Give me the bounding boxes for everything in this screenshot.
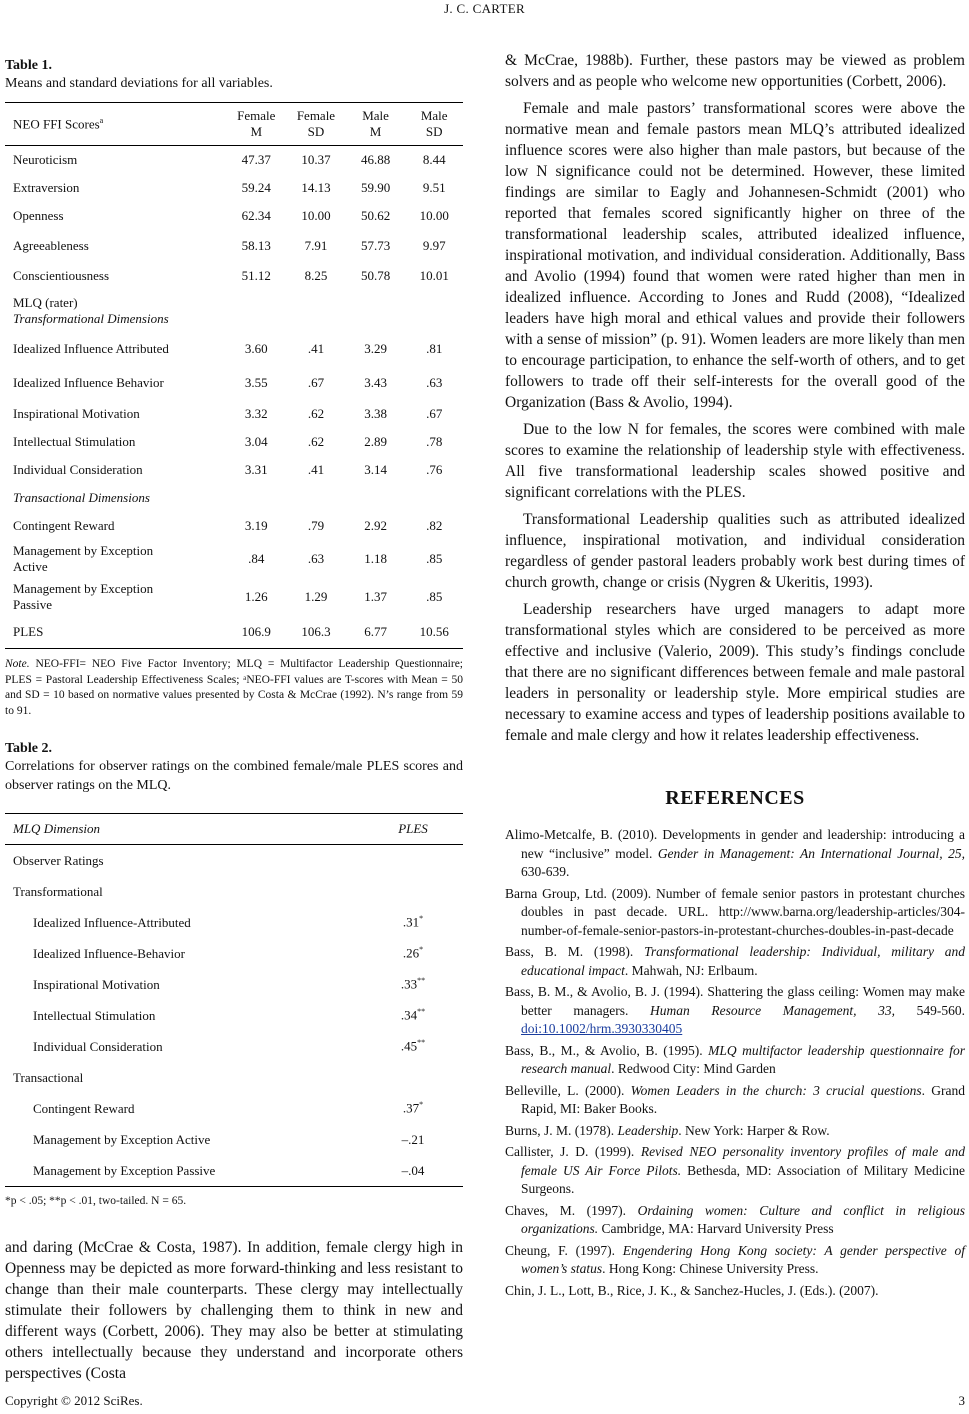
table1-value-cell: 8.25	[304, 268, 328, 283]
reference-title: Ordaining women: Culture and conflict in religious organizations.	[521, 1202, 965, 1236]
table1-row-label-line: Management by Exception	[13, 581, 154, 596]
right-body-paragraph: Due to the low N for females, the scores were combined with male scores to examine the relationship of leadership style with effectiveness. All five transformational leadership scales showed positive and significant correlations with the PLES.	[505, 421, 965, 501]
table2-title: Table 2.	[5, 741, 52, 756]
table2-value-cell	[363, 845, 463, 877]
reference-text: Callister, J. D. (1999).	[505, 1144, 641, 1159]
table1-value-cell: 6.77	[346, 616, 406, 649]
table1-row-label: Contingent Reward	[13, 518, 115, 533]
table1-row	[5, 540, 463, 578]
table1-caption: Means and standard deviations for all variables.	[5, 76, 273, 91]
table2-value: –.21	[401, 1131, 425, 1147]
table2-header-dimension	[5, 814, 363, 845]
table1-value-cell: 3.55	[244, 375, 268, 390]
table2-header-row	[5, 814, 463, 845]
table1-header-line: M	[250, 124, 263, 139]
table1-value-cell	[346, 484, 406, 512]
table1-value-cell: 106.9	[226, 616, 286, 649]
table2-header-ples	[363, 814, 463, 845]
reference-entry	[505, 1202, 965, 1239]
reference-text: . Redwood City: Mind Garden	[611, 1061, 776, 1076]
table1-title: Table 1.	[5, 58, 52, 73]
table2-row-label: Intellectual Stimulation	[33, 1007, 156, 1023]
footer-page-number: 3	[958, 1393, 965, 1408]
table1-value-cell: .81	[426, 341, 443, 356]
table1-row-label: Openness	[13, 208, 64, 223]
table2-row	[5, 969, 463, 1000]
table2-value: .37	[402, 1100, 420, 1116]
table1-row	[5, 366, 463, 400]
table1-row-label: Intellectual Stimulation	[13, 434, 136, 449]
table1-value-cell: 3.32	[244, 406, 268, 421]
reference-entry	[505, 826, 965, 882]
table1-header-cell	[286, 103, 346, 146]
table1-value-cell	[286, 290, 346, 332]
table2-value: .45	[400, 1038, 418, 1054]
table1-value-cell: 50.78	[360, 268, 391, 283]
table1-row-label: Inspirational Motivation	[13, 406, 140, 421]
table1-row	[5, 578, 463, 616]
table1-row	[5, 512, 463, 540]
table1-header-cell	[346, 103, 406, 146]
table1-value-cell: 47.37	[241, 152, 271, 167]
right-body-text	[505, 50, 965, 746]
table2-value-cell	[363, 1155, 463, 1187]
table2-row-label: Management by Exception Active	[33, 1131, 211, 1147]
table1-value-cell: 9.97	[422, 238, 446, 253]
table1-value-cell	[405, 290, 463, 332]
references-list	[505, 826, 965, 1300]
table1-value-cell: 3.19	[244, 518, 268, 533]
reference-text: Burns, J. M. (1978).	[505, 1122, 618, 1138]
significance-marker: **	[417, 976, 426, 986]
table1-value-cell: .41	[307, 341, 325, 356]
table1-note-label: Note.	[5, 658, 30, 670]
reference-entry	[505, 1282, 965, 1301]
significance-marker: **	[417, 1007, 426, 1017]
table2-value: –.04	[401, 1162, 425, 1178]
table1-header-cell	[226, 103, 286, 146]
table2-value: .33	[400, 976, 418, 992]
table2-row	[5, 938, 463, 969]
table2-row	[5, 907, 463, 938]
table1-note	[5, 657, 463, 719]
table2-value-cell	[363, 1093, 463, 1124]
table2-row	[5, 1031, 463, 1062]
table1-section-label: Transactional Dimensions	[13, 490, 150, 505]
table1-row-label	[5, 540, 226, 578]
table1-header-line: Male	[420, 108, 448, 123]
reference-entry	[505, 1082, 965, 1119]
table2-value-cell	[363, 876, 463, 907]
reference-title: Leadership	[617, 1122, 679, 1138]
table2-row-label: Observer Ratings	[13, 852, 104, 868]
table2-value: .31	[402, 914, 420, 930]
reference-text: Cheung, F. (1997).	[505, 1242, 623, 1258]
table1-value-cell: 10.01	[419, 268, 449, 283]
reference-title: Women Leaders in the church: 3 crucial questions	[630, 1082, 922, 1098]
table1-row-label	[5, 290, 226, 332]
table1-header-line: M	[369, 124, 382, 139]
table1-header-label: NEO FFI Scores	[13, 116, 100, 132]
table1-value-cell: .67	[307, 375, 325, 390]
left-body-text	[5, 1237, 463, 1384]
left-column	[5, 58, 463, 1384]
table1-value-cell: 3.60	[244, 341, 268, 356]
table2-footnote: *p < .05; **p < .01, two-tailed. N = 65.	[5, 1195, 187, 1207]
table1-row-label-line: Passive	[13, 597, 52, 612]
table1-value-cell: 8.44	[422, 152, 446, 167]
table1-row	[5, 400, 463, 428]
table1-section-sublabel: Transformational Dimensions	[13, 311, 169, 326]
table2-value-cell	[363, 969, 463, 1000]
reference-entry	[505, 885, 965, 941]
right-body-paragraph: & McCrae, 1988b). Further, these pastors may be viewed as problem solvers and as people who welcome new opportunities (Corbett, 2006).	[505, 52, 965, 90]
table1-row-label: Individual Consideration	[13, 462, 143, 477]
table2-row-label: Idealized Influence-Behavior	[33, 945, 185, 961]
table1-value-cell: .78	[426, 434, 443, 449]
table1-value-cell	[286, 484, 346, 512]
table2-value-cell	[363, 1124, 463, 1155]
table1-row-label: Conscientiousness	[13, 268, 110, 283]
table1-header-cell	[5, 103, 226, 146]
reference-text: Chin, J. L., Lott, B., Rice, J. K., & Sanchez-Hucles, J. (Eds.). (2007).	[505, 1282, 879, 1298]
table2-value: .26	[402, 945, 420, 961]
reference-title: Gender in Management: An International Journal, 25,	[657, 845, 965, 861]
table2-row	[5, 1124, 463, 1155]
reference-text: Bass, B. M. (1998).	[505, 944, 645, 959]
table1-value-cell: 62.34	[241, 208, 271, 223]
table1-value-cell: 50.62	[360, 208, 391, 223]
table2-row	[5, 845, 463, 877]
table2-row-label: Individual Consideration	[33, 1038, 163, 1054]
table1-value-cell: 59.24	[241, 180, 271, 195]
table2-row-label: Contingent Reward	[33, 1100, 135, 1116]
reference-title: MLQ multifactor leadership questionnaire for research manual	[521, 1042, 965, 1076]
table2-value: .34	[400, 1007, 418, 1023]
table1-value-cell: .82	[426, 518, 443, 533]
table1-row-label: PLES	[5, 616, 226, 649]
table1-value-cell: .62	[307, 434, 325, 449]
table1-row	[5, 174, 463, 202]
right-column	[505, 50, 965, 1303]
reference-text: . Hong Kong: Chinese University Press.	[602, 1261, 819, 1276]
table1-value-cell	[226, 290, 286, 332]
table1-header-cell	[405, 103, 463, 146]
table1-value-cell: .76	[426, 462, 443, 477]
table1-value-cell: 7.91	[304, 238, 328, 253]
table1-value-cell: .63	[426, 375, 443, 390]
table1-value-cell: .85	[426, 589, 443, 604]
reference-entry	[505, 983, 965, 1039]
table2-row-label: Idealized Influence-Attributed	[33, 914, 191, 930]
table2-row-label: Management by Exception Passive	[5, 1155, 363, 1187]
table1-row-label: Idealized Influence Attributed	[13, 341, 169, 356]
reference-text: 549-560.	[895, 1002, 965, 1018]
table1-row-label	[5, 484, 226, 512]
reference-text: Belleville, L. (2000).	[505, 1082, 631, 1098]
table1-value-cell: 3.38	[364, 406, 387, 421]
significance-marker: **	[417, 1038, 426, 1048]
reference-entry	[505, 1242, 965, 1279]
reference-text: 630-639.	[521, 864, 570, 879]
table1-value-cell: 58.13	[241, 238, 271, 253]
table1-row-label: Neuroticism	[13, 152, 78, 167]
table2-row	[5, 1155, 463, 1187]
table1-row	[5, 290, 463, 332]
reference-text: Alimo-Metcalfe, B. (2010). Developments in gender and leadership: introducing a new “inclusive” model.	[505, 827, 965, 861]
table2-value-cell	[363, 1062, 463, 1093]
table1-value-cell: .84	[248, 551, 265, 566]
reference-text: Bass, B. M., & Avolio, B. J. (1994). Shattering the glass ceiling: Women may make better managers.	[505, 984, 965, 1018]
table1-value-cell: .63	[307, 551, 325, 566]
right-body-paragraph: Female and male pastors’ transformational scores were above the normative mean and female pastors mean MLQ’s attributed idealized influence scores were also higher than male pastors, but because of the low N significance could not be determined. However, these limited findings are similar to Eagly and Johannesen-Schmidt (2001) who reported that females scored significantly higher on three of the transformational leadership scales, attributed idealized influence, inspirational motivation, and individual consideration. Additionally, Bass and Avolio (1994) found that women were rated higher than men in idealized influence. According to Jones and Rudd (2008), “Idealized leaders have high moral and ethical values and provide their followers with a sense of mission” (p. 91). Women leaders are more likely than men to encourage participation, to enhance the self-worth of others, and to get followers to trade off their self-interests for the overall good of the Organization (Bass & Avolio, 1994).	[505, 100, 965, 411]
table1-row-label-line: Management by Exception	[13, 543, 154, 558]
table1-value-cell: 3.29	[364, 341, 387, 356]
table1-row	[5, 202, 463, 230]
table1-header-line: SD	[425, 124, 443, 139]
table1-row	[5, 146, 463, 175]
table1-value-cell: .85	[426, 551, 443, 566]
table1-value-cell: 1.37	[364, 589, 387, 604]
table2-value-cell	[363, 907, 463, 938]
reference-text: Bethesda, MD: Association of Military Medicine Surgeons.	[521, 1162, 965, 1196]
table1-header-line: Female	[237, 108, 276, 123]
reference-title: Engendering Hong Kong society: A gender perspective of women’s status	[521, 1242, 966, 1276]
table2-row-label: Inspirational Motivation	[33, 976, 160, 992]
table2-caption: Correlations for observer ratings on the combined female/male PLES scores and observer ratings on the MLQ.	[5, 759, 463, 793]
table1-value-cell: .67	[426, 406, 443, 421]
table1-row	[5, 262, 463, 290]
table1-row	[5, 230, 463, 262]
significance-marker: *	[419, 914, 424, 924]
table1-row	[5, 332, 463, 366]
table1-note-text: NEO-FFI= NEO Five Factor Inventory; MLQ = Multifactor Leadership Questionnaire; PLES = Pastoral Leadership Effectiveness Scales; ᵃNEO-FFI values are T-scores with Mean = 50 and SD = 10 based on normative values presented by Costa & McCrae (1992). N’s range from 59 to 91.	[5, 658, 463, 717]
table1-value-cell: 3.43	[364, 375, 387, 390]
table1-value-cell: 9.51	[422, 180, 446, 195]
table1-value-cell: 3.04	[244, 434, 268, 449]
table1-value-cell: 3.31	[244, 462, 268, 477]
table1-row	[5, 456, 463, 484]
table2-row	[5, 1000, 463, 1031]
table1-section-label: MLQ (rater)	[13, 295, 78, 310]
table2-row	[5, 1093, 463, 1124]
table1-value-cell: 51.12	[241, 268, 271, 283]
table1-value-cell: 10.00	[419, 208, 449, 223]
reference-entry	[505, 1143, 965, 1199]
table1-value-cell: 106.3	[286, 616, 346, 649]
table1-row	[5, 484, 463, 512]
reference-doi-link[interactable]: doi:10.1002/hrm.3930330405	[521, 1021, 683, 1036]
reference-entry	[505, 1042, 965, 1079]
table2	[5, 813, 463, 1187]
table1-row-label	[5, 578, 226, 616]
table1-value-cell: 57.73	[360, 238, 391, 253]
table1-row-label: Idealized Influence Behavior	[13, 375, 164, 390]
table1-header-line: Female	[296, 108, 336, 123]
table1-value-cell: .79	[307, 518, 325, 533]
table1	[5, 102, 463, 649]
footer-copyright: Copyright © 2012 SciRes.	[5, 1393, 143, 1408]
reference-text: . Grand Rapid, MI: Baker Books.	[521, 1082, 965, 1116]
table2-value-cell	[363, 1000, 463, 1031]
table1-header-row	[5, 103, 463, 146]
table1-value-cell: .41	[307, 462, 325, 477]
reference-text: Bass, B., M., & Avolio, B. (1995).	[505, 1042, 709, 1058]
table1-value-cell: 2.92	[364, 518, 387, 533]
reference-title: Transformational leadership: Individual, military and educational impact	[521, 944, 965, 978]
table1-row	[5, 616, 463, 649]
reference-text: Barna Group, Ltd. (2009). Number of female senior pastors in protestant churches doubles in past decade. URL. http://www.barna.org/leadership-articles/304-number-of-female-senior-pastors-in-protestant-churches-doubles-in-past-decade	[505, 885, 965, 938]
table1-value-cell: 10.00	[301, 208, 331, 223]
table1-header-line: Male	[362, 108, 389, 123]
reference-title: Human Resource Management, 33,	[650, 1002, 896, 1018]
table1-value-cell: 3.14	[364, 462, 387, 477]
table1-row-label: Extraversion	[13, 180, 80, 195]
right-body-paragraph: Leadership researchers have urged managers to adapt more transformational styles which are considered to be perceived as more effective and inclusive (Valerio, 2009). This study’s findings conclude that there are no significant differences between female and male pastoral leaders in personality or leadership style. More empirical studies are necessary to examine access and types of leadership positions available to female and male clergy and how it relates leadership effectiveness.	[505, 601, 965, 744]
table1-row-label-line: Active	[13, 559, 48, 574]
table2-header-label: MLQ Dimension	[13, 821, 101, 836]
table1-value-cell: 59.90	[360, 180, 391, 195]
reference-text: Cambridge, MA: Harvard University Press	[598, 1221, 834, 1236]
reference-entry	[505, 1122, 965, 1141]
table1-value-cell: 46.88	[360, 152, 391, 167]
table1-value-cell: 1.18	[364, 551, 387, 566]
table2-row-label: Transformational	[13, 883, 103, 899]
left-body-paragraph: and daring (McCrae & Costa, 1987). In addition, female clergy high in Openness may be depicted as more forward-thinking and less resistant to change than their male counterparts. These clergy may intellectually stimulate their followers by challenging them to think in new and different ways (Corbett, 2006). They may also be better at stimulating others intellectually because they understand and incorporate others perspectives (Costa	[5, 1238, 463, 1382]
table2-row	[5, 876, 463, 907]
running-header: J. C. CARTER	[444, 1, 525, 16]
table1-value-cell	[226, 484, 286, 512]
table1-value-cell: 10.56	[405, 616, 463, 649]
table1-header-superscript: a	[99, 115, 104, 125]
significance-marker: *	[419, 945, 424, 955]
table1-value-cell: 10.37	[301, 152, 331, 167]
right-body-paragraph: Transformational Leadership qualities such as attributed idealized influence, inspirational motivation, and individual consideration regardless of gender pastoral leaders probably work best during times of church growth, change or crisis (Nygren & Ukeritis, 1993).	[505, 511, 965, 591]
table2-row	[5, 1062, 463, 1093]
reference-text: Chaves, M. (1997).	[505, 1202, 638, 1218]
table2-row-label: Transactional	[13, 1069, 84, 1085]
significance-marker: *	[419, 1100, 424, 1110]
reference-text: . New York: Harper & Row.	[678, 1122, 830, 1138]
table1-value-cell	[405, 484, 463, 512]
reference-title: Revised NEO personality inventory profiles of male and female US Air Force Pilots.	[521, 1144, 965, 1178]
table1-value-cell: 14.13	[301, 180, 331, 195]
table1-value-cell: 1.26	[244, 589, 268, 604]
table1-value-cell: .62	[307, 406, 325, 421]
table1-value-cell: 1.29	[304, 589, 328, 604]
table2-value-cell	[363, 1031, 463, 1062]
table1-row	[5, 428, 463, 456]
reference-entry	[505, 943, 965, 980]
table1-value-cell	[346, 290, 406, 332]
table1-header-line: SD	[307, 124, 325, 139]
reference-text: . Mahwah, NJ: Erlbaum.	[624, 962, 758, 978]
references-heading: REFERENCES	[665, 787, 805, 809]
table2-header-label: PLES	[398, 821, 428, 836]
table1-row-label: Agreeableness	[13, 238, 89, 253]
table2-value-cell	[363, 938, 463, 969]
table1-value-cell: 2.89	[364, 434, 387, 449]
